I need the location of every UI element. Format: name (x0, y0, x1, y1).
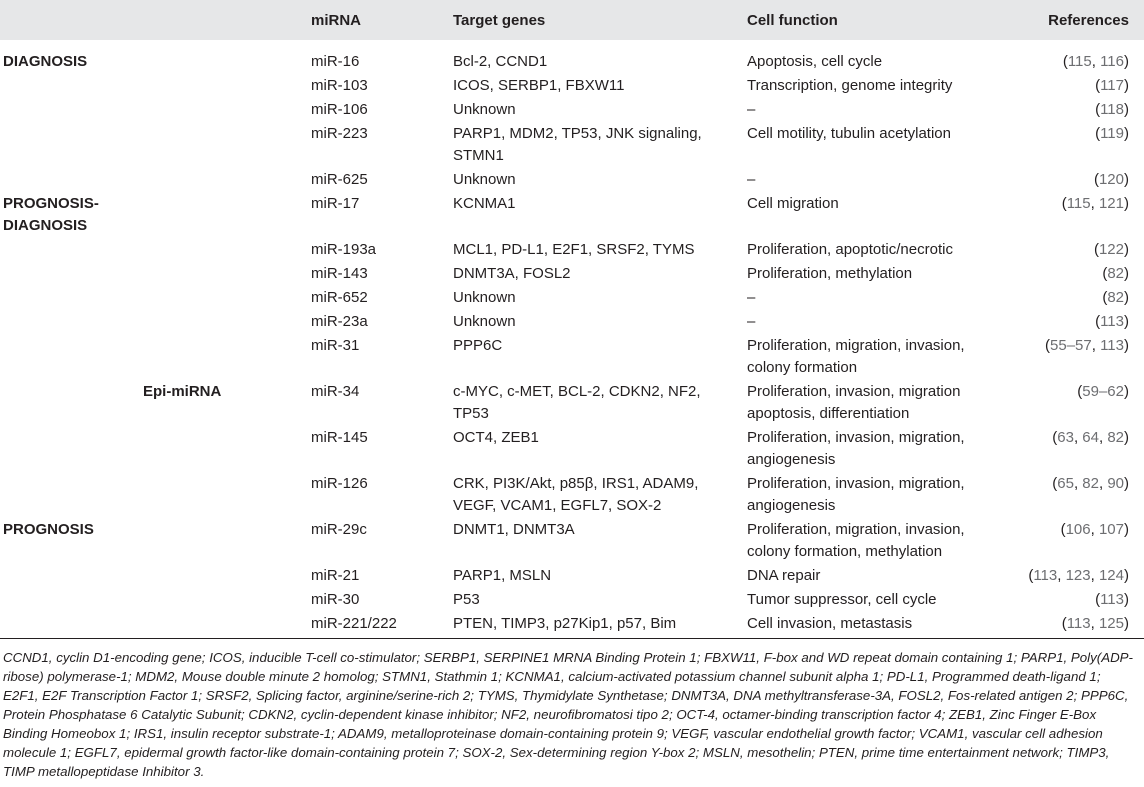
mirna-cell: miR-30 (311, 591, 360, 608)
target-genes-cell: OCT4, ZEB1 (453, 429, 539, 446)
reference-link[interactable]: 121 (1098, 195, 1124, 212)
mirna-cell: miR-143 (311, 265, 368, 282)
mirna-cell: miR-221/222 (311, 615, 397, 632)
reference-link[interactable]: 115 (1067, 53, 1092, 70)
category-label: PROGNOSIS (3, 521, 94, 538)
cell-function-cell: – (747, 171, 756, 188)
cell-function-cell: angiogenesis (747, 497, 836, 514)
cell-function-cell: Proliferation, migration, invasion, (747, 337, 965, 354)
target-genes-cell: Bcl-2, CCND1 (453, 53, 548, 70)
reference-link[interactable]: 118 (1100, 101, 1124, 118)
reference-link[interactable]: 82 (1107, 265, 1124, 282)
mirna-cell: miR-17 (311, 195, 360, 212)
references-cell: (120) (1093, 171, 1129, 188)
references-cell: (115, 121) (1061, 195, 1129, 212)
reference-link[interactable]: 117 (1100, 77, 1124, 94)
target-genes-cell: Unknown (453, 313, 516, 330)
header-target-genes: Target genes (453, 12, 546, 29)
mirna-cell: miR-34 (311, 383, 360, 400)
references-cell: (117) (1095, 77, 1129, 94)
target-genes-cell: KCNMA1 (453, 195, 516, 212)
target-genes-cell: Unknown (453, 101, 516, 118)
cell-function-cell: colony formation (747, 359, 858, 376)
target-genes-cell: MCL1, PD-L1, E2F1, SRSF2, TYMS (453, 241, 695, 258)
references-cell: (63, 64, 82) (1052, 429, 1129, 446)
cell-function-cell: Apoptosis, cell cycle (747, 53, 883, 70)
reference-link[interactable]: 113 (1100, 313, 1124, 330)
cell-function-cell: – (747, 313, 756, 330)
mirna-cell: miR-21 (311, 567, 360, 584)
target-genes-cell: c-MYC, c-MET, BCL-2, CDKN2, NF2, (453, 383, 701, 400)
reference-link[interactable]: 116 (1100, 53, 1124, 70)
category-label: PROGNOSIS- (3, 195, 99, 212)
header-mirna: miRNA (311, 12, 362, 29)
references-cell: (113, 123, 124) (1028, 567, 1129, 584)
target-genes-cell: ICOS, SERBP1, FBXW11 (453, 77, 625, 94)
target-genes-cell: Unknown (453, 289, 516, 306)
category-label: Epi-miRNA (143, 383, 222, 400)
reference-link[interactable]: 115 (1066, 195, 1091, 212)
mirna-cell: miR-145 (311, 429, 368, 446)
reference-link[interactable]: 113 (1100, 591, 1124, 608)
cell-function-cell: Proliferation, apoptotic/necrotic (747, 241, 953, 258)
reference-link[interactable]: 119 (1100, 125, 1124, 142)
cell-function-cell: colony formation, methylation (747, 543, 943, 560)
cell-function-cell: apoptosis, differentiation (747, 405, 910, 422)
table-header (0, 0, 1144, 40)
references-cell: (59–62) (1077, 383, 1129, 400)
references-cell: (119) (1095, 125, 1129, 142)
header-references: References (1048, 12, 1129, 29)
mirna-cell: miR-16 (311, 53, 360, 70)
target-genes-cell: PARP1, MDM2, TP53, JNK signaling, (453, 125, 702, 142)
target-genes-cell: Unknown (453, 171, 516, 188)
target-genes-cell: STMN1 (453, 147, 504, 164)
reference-link[interactable]: 122 (1098, 241, 1124, 258)
reference-link[interactable]: 106 (1065, 521, 1091, 538)
reference-link[interactable]: 113 (1066, 615, 1091, 632)
reference-link[interactable]: 82 (1082, 475, 1099, 492)
cell-function-cell: Tumor suppressor, cell cycle (747, 591, 937, 608)
table-bottom-rule (0, 638, 1144, 639)
references-cell: (55–57, 113) (1045, 337, 1129, 354)
reference-link[interactable]: 82 (1107, 289, 1124, 306)
target-genes-cell: CRK, PI3K/Akt, p85β, IRS1, ADAM9, (453, 475, 699, 492)
reference-link[interactable]: 124 (1098, 567, 1124, 584)
cell-function-cell: Proliferation, migration, invasion, (747, 521, 965, 538)
cell-function-cell: – (747, 101, 756, 118)
header-cell-function: Cell function (747, 12, 838, 29)
cell-function-cell: Proliferation, invasion, migration (747, 383, 961, 400)
category-label: DIAGNOSIS (3, 53, 88, 70)
reference-link[interactable]: 65 (1057, 475, 1074, 492)
references-cell: (113, 125) (1061, 615, 1129, 632)
cell-function-cell: Transcription, genome integrity (747, 77, 953, 94)
reference-link[interactable]: 107 (1098, 521, 1124, 538)
cell-function-cell: Cell invasion, metastasis (747, 615, 913, 632)
target-genes-cell: VEGF, VCAM1, EGFL7, SOX-2 (453, 497, 662, 514)
mirna-cell: miR-106 (311, 101, 368, 118)
cell-function-cell: Cell motility, tubulin acetylation (747, 125, 951, 142)
cell-function-cell: Proliferation, invasion, migration, (747, 475, 965, 492)
references-cell: (106, 107) (1060, 521, 1129, 538)
target-genes-cell: P53 (453, 591, 480, 608)
mirna-cell: miR-31 (311, 337, 360, 354)
cell-function-cell: angiogenesis (747, 451, 836, 468)
references-cell: (82) (1102, 289, 1129, 306)
cell-function-cell: DNA repair (747, 567, 821, 584)
mirna-cell: miR-652 (311, 289, 368, 306)
references-cell: (115, 116) (1062, 53, 1129, 70)
references-cell: (82) (1102, 265, 1129, 282)
mirna-cell: miR-625 (311, 171, 368, 188)
target-genes-cell: PTEN, TIMP3, p27Kip1, p57, Bim (453, 615, 677, 632)
mirna-cell: miR-193a (311, 241, 377, 258)
references-cell: (113) (1095, 591, 1129, 608)
reference-link[interactable]: 64 (1082, 429, 1099, 446)
mirna-cell: miR-223 (311, 125, 368, 142)
reference-link[interactable]: 59–62 (1082, 383, 1124, 400)
target-genes-cell: TP53 (453, 405, 489, 422)
mirna-cell: miR-103 (311, 77, 368, 94)
target-genes-cell: DNMT3A, FOSL2 (453, 265, 571, 282)
reference-link[interactable]: 113 (1033, 567, 1058, 584)
references-cell: (122) (1093, 241, 1129, 258)
cell-function-cell: – (747, 289, 756, 306)
reference-link[interactable]: 63 (1057, 429, 1074, 446)
reference-link[interactable]: 125 (1098, 615, 1124, 632)
references-cell: (113) (1095, 313, 1129, 330)
mirna-cell: miR-126 (311, 475, 368, 492)
cell-function-cell: Proliferation, methylation (747, 265, 913, 282)
reference-link[interactable]: 123 (1065, 567, 1091, 584)
reference-link[interactable]: 113 (1100, 337, 1124, 354)
target-genes-cell: DNMT1, DNMT3A (453, 521, 575, 538)
mirna-cell: miR-23a (311, 313, 368, 330)
cell-function-cell: Proliferation, invasion, migration, (747, 429, 965, 446)
references-cell: (118) (1095, 101, 1129, 118)
reference-link[interactable]: 120 (1098, 171, 1124, 188)
category-label: DIAGNOSIS (3, 217, 88, 234)
target-genes-cell: PPP6C (453, 337, 503, 354)
reference-link[interactable]: 55–57 (1050, 337, 1092, 354)
references-cell: (65, 82, 90) (1052, 475, 1129, 492)
cell-function-cell: Cell migration (747, 195, 839, 212)
table-footnote: CCND1, cyclin D1-encoding gene; ICOS, inducible T-cell co-stimulator; SERBP1, SERPINE1 MRNA Binding Protein 1; FBXW11, F-box and WD repeat domain containing 1; PARP1, Poly(ADP-ribose) polymerase-1; MDM2, Mouse double minute 2 homolog; STMN1, Stathmin 1; KCNMA1, calcium-activated potassium channel subunit alpha 1; PD-L1, Programmed death-ligand 1; E2F1, E2F Transcription Factor 1; SRSF2, Splicing factor, arginine/serine-rich 2; TYMS, Thymidylate Synthetase; DNMT3A, DNA methyltransferase-3A, FOSL2, Fos-related antigen 2; PPP6C, Protein Phosphatase 6 Catalytic Subunit; CDKN2, cyclin-dependent kinase inhibitor; NF2, neurofibromatosi tipo 2; OCT-4, octamer-binding transcription factor 4; ZEB1, Zinc Finger E-Box Binding Homeobox 1; IRS1, insulin receptor substrate-1; ADAM9, metalloproteinase domain-containing protein 9; VEGF, vascular endothelial growth factor; VCAM1, vascular cell adhesion molecule 1; EGFL7, epidermal growth factor-like domain-containing protein 7; SOX-2, Sex-determining region Y-box 2; MSLN, mesothelin; PTEN, prime time entertainment network; TIMP3, TIMP metallopeptidase Inhibitor 3. (3, 650, 1133, 779)
target-genes-cell: PARP1, MSLN (453, 567, 552, 584)
reference-link[interactable]: 90 (1107, 475, 1124, 492)
reference-link[interactable]: 82 (1107, 429, 1124, 446)
mirna-cell: miR-29c (311, 521, 367, 538)
